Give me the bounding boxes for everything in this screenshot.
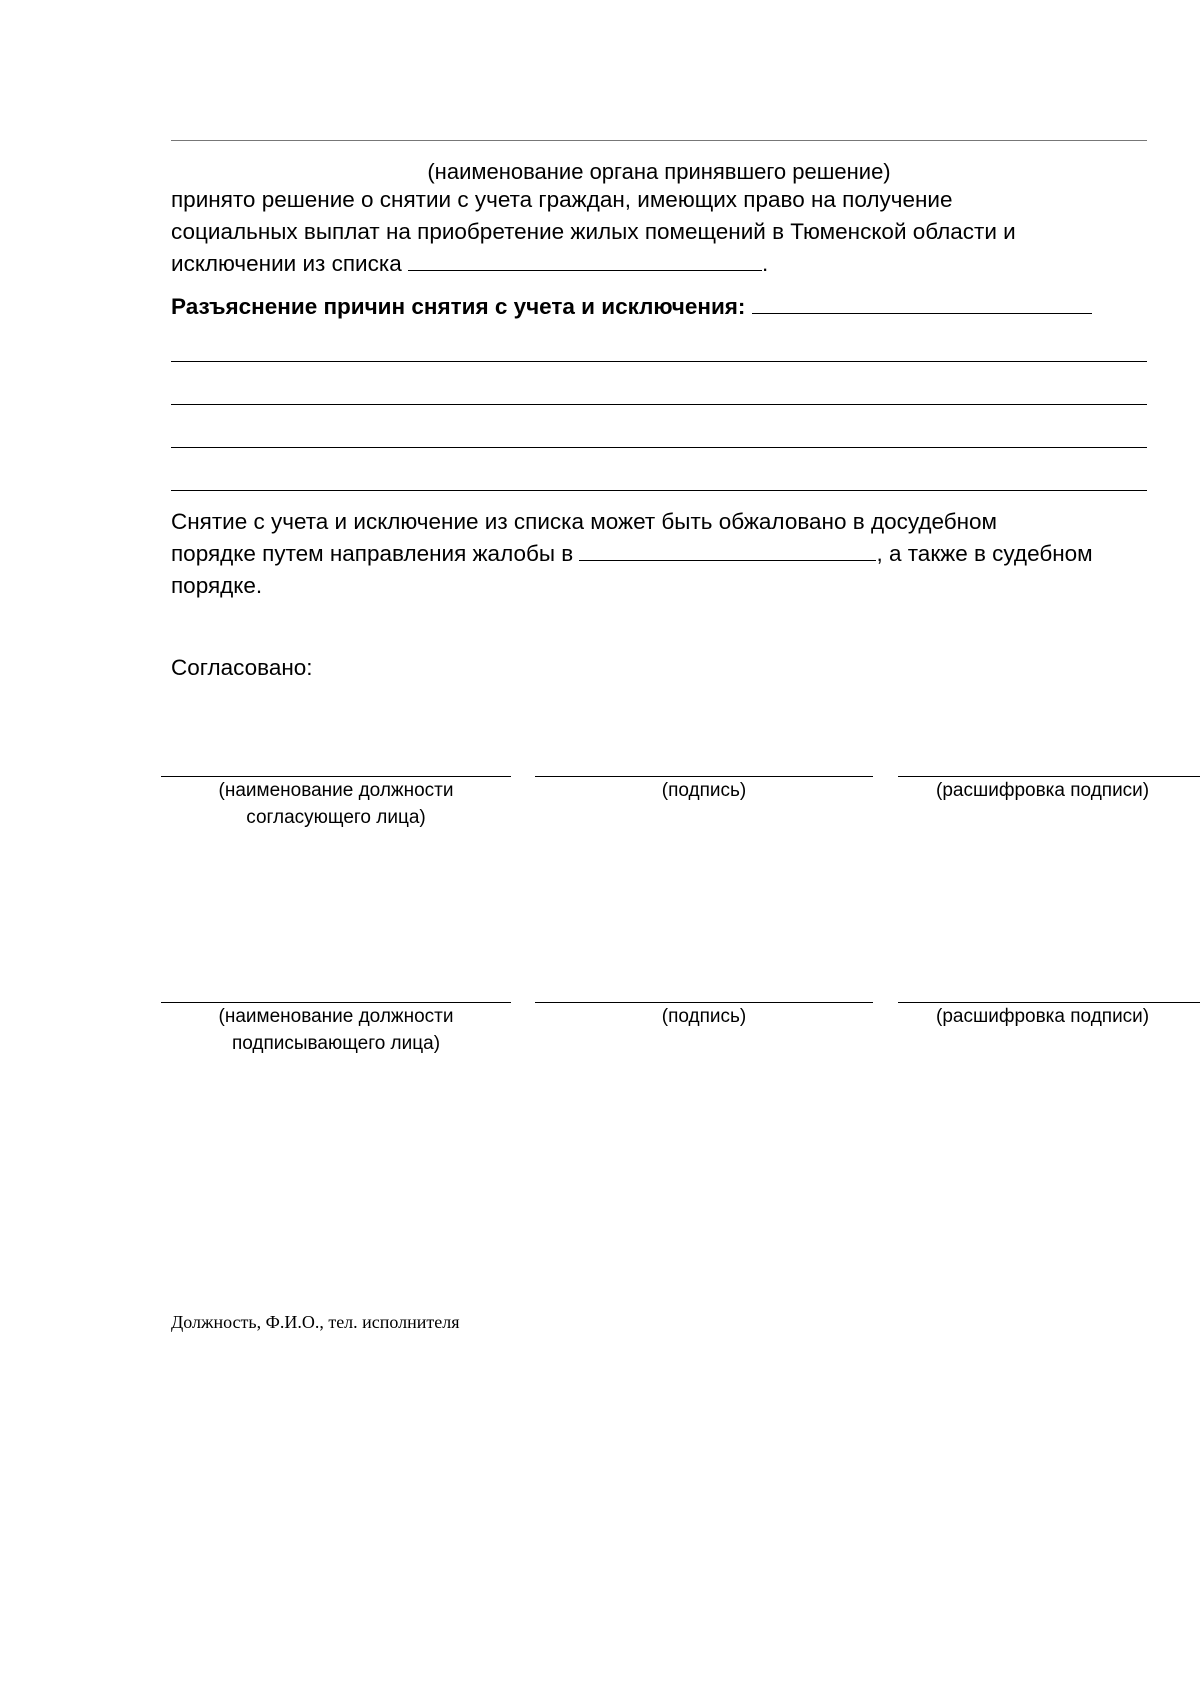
explanation-line-3[interactable] (171, 447, 1147, 448)
approval-label: Согласовано: (171, 655, 313, 680)
signer-decoding-caption: (расшифровка подписи) (936, 1006, 1150, 1027)
signer-position-caption (161, 1003, 511, 1057)
executor-info: Должность, Ф.И.О., тел. исполнителя (171, 1312, 460, 1332)
explanation-heading (171, 291, 1151, 323)
explanation-label: Разъяснение причин снятия с учета и исключения: (171, 294, 752, 319)
explanation-line-1[interactable] (171, 361, 1147, 362)
signer-position-caption-line-2: подписывающего лица) (231, 1033, 441, 1054)
explanation-blank[interactable] (752, 291, 1092, 314)
signer-signature-caption: (подпись) (661, 1006, 747, 1027)
decision-line-2: социальных выплат на приобретение жилых помещений в Тюменской области и (171, 219, 1016, 244)
decision-line-3 (171, 248, 1151, 280)
list-name-blank[interactable] (408, 248, 762, 271)
organ-name-line (171, 140, 1147, 141)
explanation-line-2[interactable] (171, 404, 1147, 405)
signer-position-caption-line-1: (наименование должности (218, 1006, 454, 1027)
approver-position-caption-line-1: (наименование должности (218, 780, 454, 801)
approver-position-caption (161, 777, 511, 831)
approver-signature-caption: (подпись) (661, 780, 747, 801)
appeal-line-2 (171, 538, 1151, 570)
explanation-line-4[interactable] (171, 490, 1147, 491)
organ-name-caption: (наименование органа принявшего решение) (427, 159, 891, 184)
appeal-authority-blank[interactable] (579, 538, 876, 561)
approver-position-caption-line-2: согласующего лица) (246, 807, 426, 828)
decision-line-1: принято решение о снятии с учета граждан, имеющих право на получение (171, 187, 953, 212)
appeal-line-1: Снятие с учета и исключение из списка может быть обжаловано в досудебном (171, 509, 998, 534)
decision-line-3-suffix: . (761, 251, 769, 276)
appeal-line-3: порядке. (171, 573, 263, 598)
appeal-line-2-suffix: , а также в судебном (876, 541, 1093, 566)
decision-line-3-prefix: исключении из списка (171, 251, 408, 276)
approver-decoding-caption: (расшифровка подписи) (936, 780, 1150, 801)
appeal-line-2-prefix: порядке путем направления жалобы в (171, 541, 580, 566)
